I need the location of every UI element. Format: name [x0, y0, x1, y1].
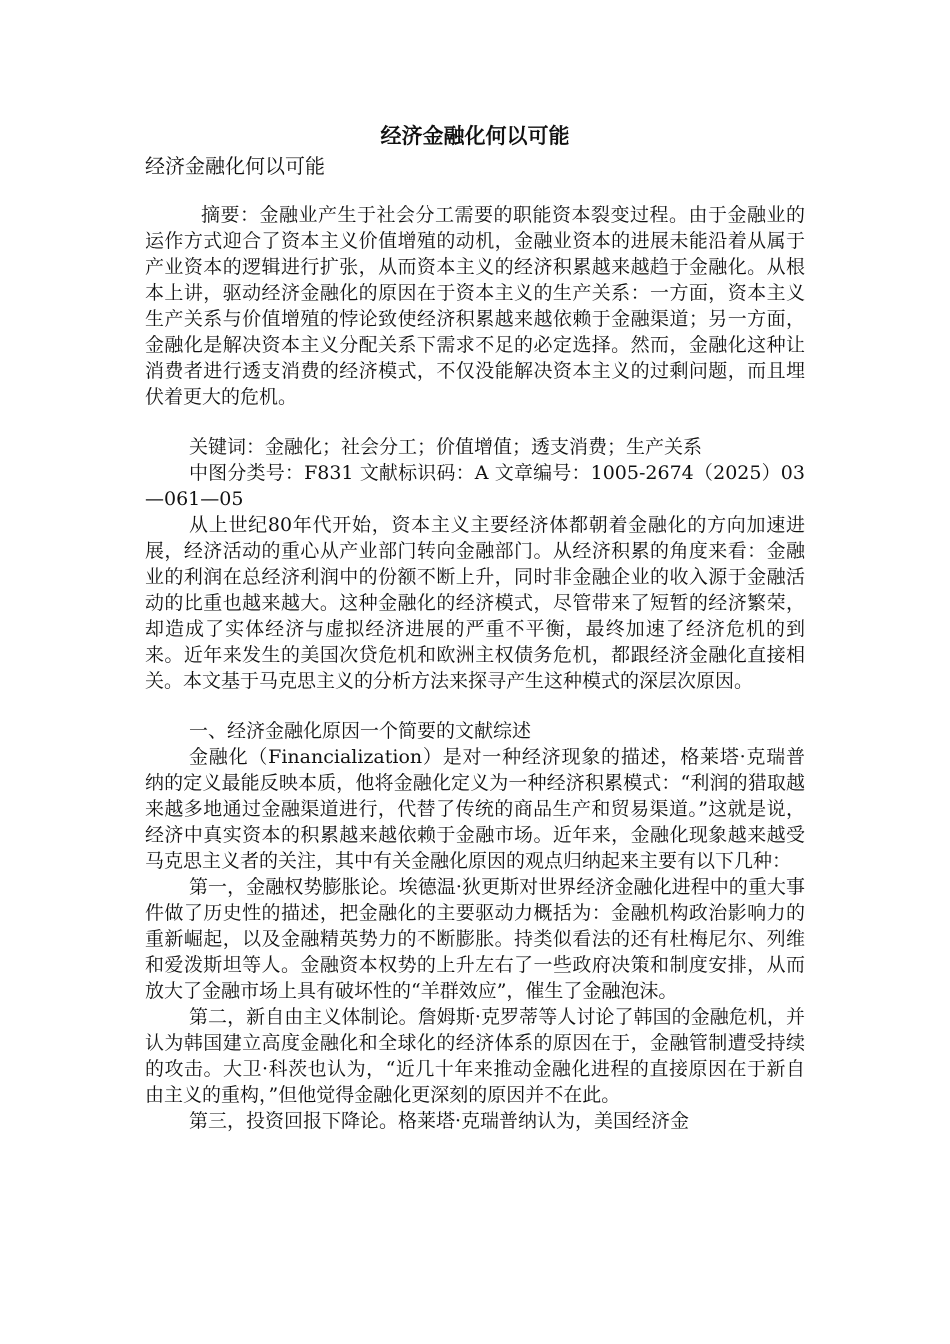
section-heading: 一、经济金融化原因一个简要的文献综述 — [189, 720, 532, 742]
classification-line: 中图分类号：F831 文献标识码：A 文章编号：1005-2674（2025）03—061—05 — [145, 462, 805, 510]
document-page — [145, 120, 805, 1134]
abstract-paragraph: 摘要：金融业产生于社会分工需要的职能资本裂变过程。由于金融业的运作方式迎合了资本主义价值增殖的动机，金融业资本的进展未能沿着从属于产业资本的逻辑进行扩张，从而资本主义的经济积累越来越趋于金融化。从根本上讲，驱动经济金融化的原因在于资本主义的生产关系：一方面，资本主义生产关系与价值增殖的悖论致使经济积累越来越依赖于金融渠道；另一方面，金融化是解决资本主义分配关系下需求不足的必定选择。然而，金融化这种让消费者进行透支消费的经济模式，不仅没能解决资本主义的过剩问题，而且埋伏着更大的危机。 — [145, 204, 805, 408]
body-paragraph-1: 金融化（Financialization）是对一种经济现象的描述，格莱塔·克瑞普纳的定义最能反映本质，他将金融化定义为一种经济积累模式：“利润的猎取越来越多地通过金融渠道进行，代替了传统的商品生产和贸易渠道。”这就是说，经济中真实资本的积累越来越依赖于金融市场。近年来，金融化现象越来越受马克思主义者的关注，其中有关金融化原因的观点归纳起来主要有以下几种： — [145, 746, 805, 872]
body-paragraph-4: 第三，投资回报下降论。格莱塔·克瑞普纳认为，美国经济金 — [189, 1110, 690, 1132]
body-paragraph-3: 第二，新自由主义体制论。詹姆斯·克罗蒂等人讨论了韩国的金融危机，并认为韩国建立高度金融化和全球化的经济体系的原因在于，金融管制遭受持续的攻击。大卫·科茨也认为，“近几十年来推动金融化进程的直接原因在于新自由主义的重构，”但他觉得金融化更深刻的原因并不在此。 — [145, 1006, 805, 1106]
document-title: 经济金融化何以可能 — [380, 123, 570, 148]
intro-paragraph: 从上世纪80年代开始，资本主义主要经济体都朝着金融化的方向加速进展，经济活动的重心从产业部门转向金融部门。从经济积累的角度来看：金融业的利润在总经济利润中的份额不断上升，同时非金融企业的收入源于金融活动的比重也越来越大。这种金融化的经济模式，尽管带来了短暂的经济繁荣，却造成了实体经济与虚拟经济进展的严重不平衡，最终加速了经济危机的到来。近年来发生的美国次贷危机和欧洲主权债务危机，都跟经济金融化直接相关。本文基于马克思主义的分析方法来探寻产生这种模式的深层次原因。 — [145, 514, 805, 692]
document-subtitle: 经济金融化何以可能 — [145, 154, 325, 178]
keywords-line: 关键词：金融化；社会分工；价值增值；透支消费；生产关系 — [189, 436, 703, 458]
body-paragraph-2: 第一，金融权势膨胀论。埃德温·狄更斯对世界经济金融化进程中的重大事件做了历史性的描述，把金融化的主要驱动力概括为：金融机构政治影响力的重新崛起，以及金融精英势力的不断膨胀。持类似看法的还有杜梅尼尔、列维和爱泼斯坦等人。金融资本权势的上升左右了一些政府决策和制度安排，从而放大了金融市场上具有破坏性的“羊群效应”，催生了金融泡沫。 — [145, 876, 805, 1002]
